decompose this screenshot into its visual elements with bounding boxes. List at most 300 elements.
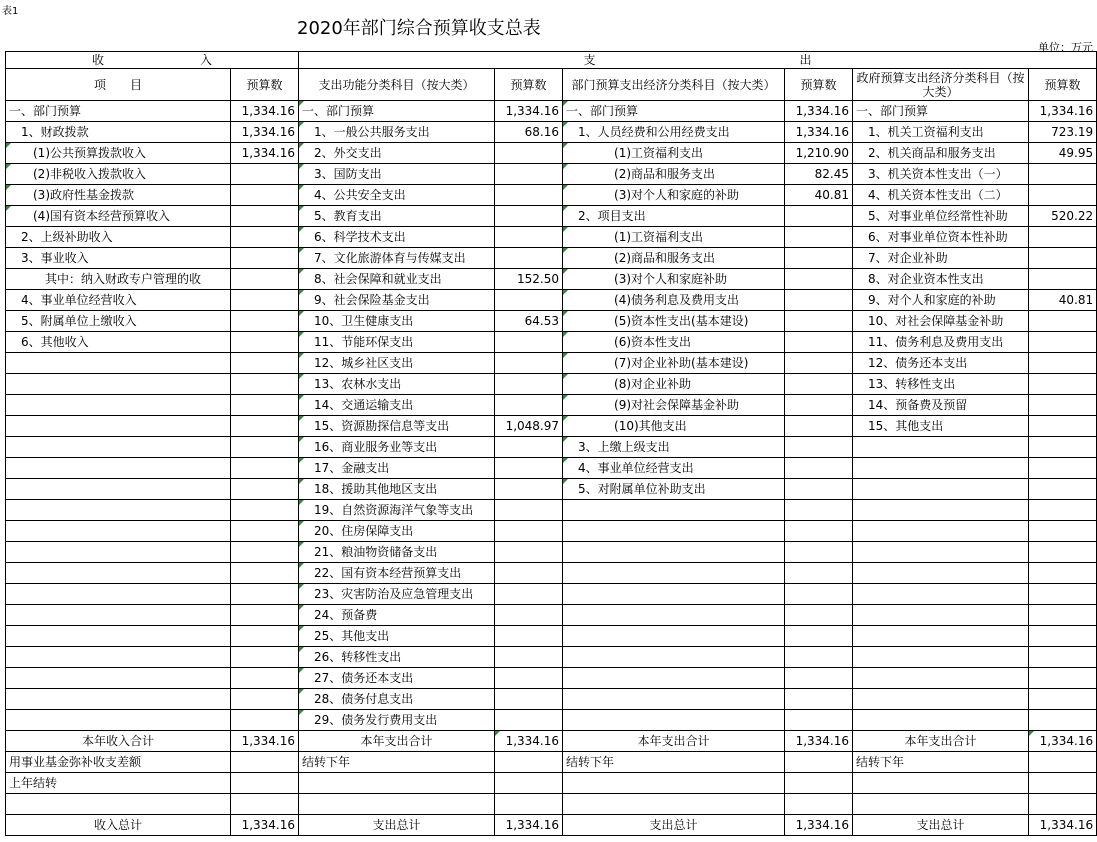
income-budget-cell: 1,334.16 [231,122,299,143]
income-budget-cell [231,710,299,731]
income-item-cell: 1、财政拨款 [6,122,231,143]
func-budget-cell [495,185,563,206]
dept-econ-budget-cell [785,626,853,647]
func-budget-cell [495,458,563,479]
income-item-cell: (4)国有资本经营预算收入 [6,206,231,227]
income-item-cell [6,437,231,458]
dept-econ-item-cell: (1)工资福利支出 [563,227,785,248]
func-item-cell: 1、一般公共服务支出 [299,122,495,143]
income-item-cell [6,689,231,710]
income-item-cell [6,416,231,437]
income-item-cell [6,542,231,563]
dept-econ-item-cell [563,542,785,563]
gov-econ-item-cell [853,626,1029,647]
dept-econ-item-cell: (2)商品和服务支出 [563,164,785,185]
income-budget-cell: 1,334.16 [231,101,299,122]
year-total-row [6,731,1097,752]
dept-econ-budget-cell [785,206,853,227]
unit-label: 单位：万元 [1038,41,1093,54]
income-budget-cell: 1,334.16 [231,143,299,164]
dept-econ-item-cell [563,584,785,605]
income-item-cell [6,479,231,500]
income-item-cell [6,668,231,689]
func-item-cell: 8、社会保障和就业支出 [299,269,495,290]
gov-econ-item-cell: 4、机关资本性支出（二） [853,185,1029,206]
func-item-cell: 29、债务发行费用支出 [299,710,495,731]
table-row [6,710,1097,731]
total-income-value: 1,334.16 [231,815,299,836]
income-item-cell: 一、部门预算 [6,101,231,122]
dept-econ-item-cell: 1、人员经费和公用经费支出 [563,122,785,143]
func-item-cell: 5、教育支出 [299,206,495,227]
gov-econ-budget-cell [1029,332,1097,353]
year-expense-value: 1,334.16 [1029,731,1097,752]
gov-econ-budget-cell [1029,311,1097,332]
dept-econ-budget-cell [785,248,853,269]
income-budget-cell [231,626,299,647]
gov-econ-item-cell [853,479,1029,500]
table-row [6,521,1097,542]
income-item-cell: 4、事业单位经营收入 [6,290,231,311]
income-budget-cell [231,185,299,206]
fund-label: 用事业基金弥补收支差额 [6,752,231,773]
dept-econ-item-cell [563,689,785,710]
gov-econ-item-cell [853,605,1029,626]
gov-econ-budget-cell [1029,500,1097,521]
gov-econ-budget-cell [1029,269,1097,290]
table-row [6,584,1097,605]
income-item-cell [6,374,231,395]
func-budget-cell [495,437,563,458]
table-row [6,227,1097,248]
table-row [6,311,1097,332]
dept-econ-item-cell: 2、项目支出 [563,206,785,227]
func-item-cell: 3、国防支出 [299,164,495,185]
total-expense-label: 支出总计 [299,815,495,836]
dept-econ-budget-cell [785,437,853,458]
table-row [6,500,1097,521]
table-row [6,164,1097,185]
gov-econ-budget-cell [1029,437,1097,458]
page-title: 2020年部门综合预算收支总表 [297,18,541,39]
income-item-cell [6,395,231,416]
budget-header: 预算数 [231,69,299,101]
dept-econ-budget-cell [785,689,853,710]
income-item-cell [6,500,231,521]
dept-econ-item-cell: 3、上缴上级支出 [563,437,785,458]
income-budget-cell [231,164,299,185]
gov-econ-item-cell [853,647,1029,668]
income-budget-cell [231,311,299,332]
table-row [6,101,1097,122]
income-budget-cell [231,353,299,374]
dept-econ-item-cell: 一、部门预算 [563,101,785,122]
func-budget-cell [495,248,563,269]
func-item-cell: 6、科学技术支出 [299,227,495,248]
income-item-cell [6,584,231,605]
dept-econ-item-cell [563,563,785,584]
gov-econ-budget-cell [1029,227,1097,248]
table-row [6,374,1097,395]
func-item-cell: 13、农林水支出 [299,374,495,395]
gov-econ-budget-cell [1029,458,1097,479]
total-expense-value: 1,334.16 [785,815,853,836]
gov-econ-budget-cell [1029,416,1097,437]
dept-econ-item-cell: (4)债务利息及费用支出 [563,290,785,311]
year-expense-label: 本年支出合计 [853,731,1029,752]
func-budget-cell [495,143,563,164]
dept-econ-budget-cell [785,395,853,416]
dept-econ-budget-cell [785,647,853,668]
income-budget-cell [231,332,299,353]
income-item-cell: 5、附属单位上缴收入 [6,311,231,332]
func-budget-cell: 152.50 [495,269,563,290]
dept-econ-item-cell: (8)对企业补助 [563,374,785,395]
table-row [6,605,1097,626]
gov-econ-budget-cell [1029,395,1097,416]
table-row [6,269,1097,290]
dept-econ-item-cell [563,710,785,731]
carry-label: 结转下年 [299,752,495,773]
table-row [6,626,1097,647]
dept-econ-budget-cell [785,458,853,479]
gov-econ-item-cell [853,710,1029,731]
func-item-cell: 21、粮油物资储备支出 [299,542,495,563]
dept-econ-class-header: 部门预算支出经济分类科目（按大类） [563,69,785,101]
year-income-value: 1,334.16 [231,731,299,752]
dept-econ-item-cell: (2)商品和服务支出 [563,248,785,269]
table-row [6,185,1097,206]
budget-header: 预算数 [495,69,563,101]
income-item-cell: (1)公共预算拨款收入 [6,143,231,164]
total-expense-value: 1,334.16 [1029,815,1097,836]
expense-header: 支 出 [299,52,1097,69]
func-budget-cell [495,584,563,605]
table-row [6,206,1097,227]
gov-econ-budget-cell [1029,605,1097,626]
table-row [6,332,1097,353]
income-budget-cell [231,416,299,437]
dept-econ-budget-cell [785,584,853,605]
year-expense-label: 本年支出合计 [299,731,495,752]
func-budget-cell [495,605,563,626]
total-expense-label: 支出总计 [853,815,1029,836]
dept-econ-budget-cell: 82.45 [785,164,853,185]
dept-econ-budget-cell: 1,334.16 [785,122,853,143]
gov-econ-budget-cell: 40.81 [1029,290,1097,311]
gov-econ-item-cell [853,437,1029,458]
func-item-cell: 17、金融支出 [299,458,495,479]
dept-econ-item-cell [563,668,785,689]
func-budget-cell: 64.53 [495,311,563,332]
carry-label: 结转下年 [853,752,1029,773]
gov-econ-budget-cell [1029,647,1097,668]
table-row [6,563,1097,584]
gov-econ-budget-cell [1029,563,1097,584]
func-budget-cell [495,647,563,668]
gov-econ-budget-cell [1029,710,1097,731]
dept-econ-budget-cell: 1,334.16 [785,101,853,122]
gov-econ-budget-cell [1029,584,1097,605]
func-item-cell: 7、文化旅游体育与传媒支出 [299,248,495,269]
table-row [6,290,1097,311]
func-item-cell: 28、债务付息支出 [299,689,495,710]
total-expense-value: 1,334.16 [495,815,563,836]
gov-econ-class-header: 政府预算支出经济分类科目（按大类） [853,69,1029,101]
gov-econ-item-cell [853,668,1029,689]
income-budget-cell [231,689,299,710]
dept-econ-item-cell: (3)对个人和家庭补助 [563,269,785,290]
func-item-cell: 14、交通运输支出 [299,395,495,416]
func-item-cell: 24、预备费 [299,605,495,626]
year-expense-label: 本年支出合计 [563,731,785,752]
item-header: 项 目 [6,69,231,101]
dept-econ-item-cell [563,500,785,521]
gov-econ-budget-cell [1029,542,1097,563]
income-budget-cell [231,605,299,626]
func-item-cell: 18、援助其他地区支出 [299,479,495,500]
dept-econ-item-cell [563,626,785,647]
dept-econ-budget-cell [785,227,853,248]
year-expense-value: 1,334.16 [495,731,563,752]
gov-econ-budget-cell [1029,248,1097,269]
income-item-cell: (2)非税收入拨款收入 [6,164,231,185]
gov-econ-item-cell [853,458,1029,479]
income-budget-cell [231,521,299,542]
income-item-cell: 2、上级补助收入 [6,227,231,248]
gov-econ-item-cell [853,521,1029,542]
gov-econ-item-cell [853,542,1029,563]
income-budget-cell [231,227,299,248]
dept-econ-item-cell: 4、事业单位经营支出 [563,458,785,479]
func-budget-cell [495,542,563,563]
income-budget-cell [231,374,299,395]
func-budget-cell [495,395,563,416]
dept-econ-budget-cell: 40.81 [785,185,853,206]
dept-econ-budget-cell [785,353,853,374]
header-row-columns [6,69,1097,101]
func-budget-cell [495,626,563,647]
income-item-cell [6,458,231,479]
func-budget-cell [495,374,563,395]
gov-econ-item-cell [853,563,1029,584]
income-item-cell [6,710,231,731]
func-budget-cell [495,500,563,521]
gov-econ-budget-cell [1029,668,1097,689]
income-budget-cell [231,542,299,563]
budget-summary-table [5,51,1097,836]
table-row [6,647,1097,668]
income-budget-cell [231,395,299,416]
func-item-cell: 26、转移性支出 [299,647,495,668]
gov-econ-item-cell [853,689,1029,710]
income-budget-cell [231,437,299,458]
func-budget-cell [495,668,563,689]
gov-econ-budget-cell: 520.22 [1029,206,1097,227]
income-item-cell [6,626,231,647]
func-item-cell: 20、住房保障支出 [299,521,495,542]
dept-econ-item-cell: (7)对企业补助(基本建设) [563,353,785,374]
gov-econ-budget-cell [1029,353,1097,374]
gov-econ-item-cell: 3、机关资本性支出（一） [853,164,1029,185]
dept-econ-budget-cell [785,416,853,437]
income-item-cell [6,521,231,542]
dept-econ-budget-cell [785,710,853,731]
gov-econ-item-cell [853,584,1029,605]
func-item-cell: 15、资源勘探信息等支出 [299,416,495,437]
fund-row [6,752,1097,773]
income-item-cell: 3、事业收入 [6,248,231,269]
gov-econ-item-cell: 1、机关工资福利支出 [853,122,1029,143]
gov-econ-budget-cell [1029,689,1097,710]
dept-econ-item-cell [563,605,785,626]
income-budget-cell [231,290,299,311]
income-item-cell [6,353,231,374]
func-budget-cell [495,290,563,311]
table-row [6,479,1097,500]
table-row [6,416,1097,437]
func-item-cell: 2、外交支出 [299,143,495,164]
gov-econ-budget-cell [1029,479,1097,500]
income-item-cell: 6、其他收入 [6,332,231,353]
table-number-label: 表1 [2,6,19,17]
table-row [6,122,1097,143]
income-budget-cell [231,206,299,227]
table-row [6,353,1097,374]
income-budget-cell [231,269,299,290]
gov-econ-item-cell: 2、机关商品和服务支出 [853,143,1029,164]
dept-econ-budget-cell [785,374,853,395]
gov-econ-item-cell: 一、部门预算 [853,101,1029,122]
dept-econ-budget-cell [785,311,853,332]
func-item-cell: 27、债务还本支出 [299,668,495,689]
gov-econ-item-cell: 7、对企业补助 [853,248,1029,269]
dept-econ-budget-cell [785,521,853,542]
gov-econ-budget-cell [1029,185,1097,206]
dept-econ-budget-cell [785,269,853,290]
func-item-cell: 一、部门预算 [299,101,495,122]
table-row [6,395,1097,416]
dept-econ-budget-cell: 1,210.90 [785,143,853,164]
dept-econ-item-cell [563,521,785,542]
func-item-cell: 12、城乡社区支出 [299,353,495,374]
dept-econ-item-cell: 5、对附属单位补助支出 [563,479,785,500]
total-expense-label: 支出总计 [563,815,785,836]
func-item-cell: 25、其他支出 [299,626,495,647]
dept-econ-budget-cell [785,605,853,626]
gov-econ-budget-cell: 49.95 [1029,143,1097,164]
table-row [6,689,1097,710]
func-item-cell: 11、节能环保支出 [299,332,495,353]
func-class-header: 支出功能分类科目（按大类） [299,69,495,101]
dept-econ-budget-cell [785,668,853,689]
dept-econ-item-cell: (10)其他支出 [563,416,785,437]
func-budget-cell: 1,334.16 [495,101,563,122]
grand-total-row [6,815,1097,836]
func-item-cell: 23、灾害防治及应急管理支出 [299,584,495,605]
func-budget-cell [495,332,563,353]
gov-econ-budget-cell [1029,521,1097,542]
total-income-label: 收入总计 [6,815,231,836]
func-item-cell: 9、社会保险基金支出 [299,290,495,311]
income-item-cell [6,605,231,626]
gov-econ-budget-cell [1029,164,1097,185]
func-budget-cell [495,710,563,731]
func-budget-cell [495,521,563,542]
gov-econ-item-cell [853,500,1029,521]
income-item-cell [6,647,231,668]
income-budget-cell [231,500,299,521]
table-row [6,248,1097,269]
gov-econ-item-cell: 5、对事业单位经常性补助 [853,206,1029,227]
table-row [6,458,1097,479]
income-budget-cell [231,458,299,479]
dept-econ-item-cell [563,647,785,668]
dept-econ-budget-cell [785,500,853,521]
gov-econ-item-cell: 15、其他支出 [853,416,1029,437]
table-row [6,143,1097,164]
income-header: 收 入 [6,52,299,69]
func-budget-cell [495,164,563,185]
budget-header: 预算数 [1029,69,1097,101]
dept-econ-budget-cell [785,479,853,500]
income-budget-cell [231,248,299,269]
gov-econ-item-cell: 6、对事业单位资本性补助 [853,227,1029,248]
func-budget-cell: 68.16 [495,122,563,143]
func-item-cell: 10、卫生健康支出 [299,311,495,332]
dept-econ-budget-cell [785,290,853,311]
income-budget-cell [231,584,299,605]
gov-econ-budget-cell: 1,334.16 [1029,101,1097,122]
income-item-cell [6,563,231,584]
gov-econ-item-cell: 10、对社会保障基金补助 [853,311,1029,332]
income-budget-cell [231,668,299,689]
func-budget-cell [495,563,563,584]
table-row [6,668,1097,689]
last-year-label: 上年结转 [6,773,231,794]
carry-label: 结转下年 [563,752,785,773]
dept-econ-item-cell: (1)工资福利支出 [563,143,785,164]
gov-econ-item-cell: 8、对企业资本性支出 [853,269,1029,290]
func-budget-cell [495,479,563,500]
gov-econ-item-cell: 13、转移性支出 [853,374,1029,395]
func-item-cell: 16、商业服务业等支出 [299,437,495,458]
income-item-cell: 其中：纳入财政专户管理的收 [6,269,231,290]
income-budget-cell [231,479,299,500]
gov-econ-budget-cell: 723.19 [1029,122,1097,143]
func-budget-cell [495,689,563,710]
income-budget-cell [231,647,299,668]
dept-econ-item-cell: (9)对社会保障基金补助 [563,395,785,416]
dept-econ-budget-cell [785,563,853,584]
budget-header: 预算数 [785,69,853,101]
func-budget-cell [495,353,563,374]
blank-row [6,794,1097,815]
dept-econ-budget-cell [785,332,853,353]
dept-econ-budget-cell [785,542,853,563]
gov-econ-budget-cell [1029,626,1097,647]
table-row [6,542,1097,563]
func-item-cell: 19、自然资源海洋气象等支出 [299,500,495,521]
func-item-cell: 4、公共安全支出 [299,185,495,206]
gov-econ-item-cell: 9、对个人和家庭的补助 [853,290,1029,311]
year-expense-value: 1,334.16 [785,731,853,752]
dept-econ-item-cell: (5)资本性支出(基本建设) [563,311,785,332]
gov-econ-item-cell: 12、债务还本支出 [853,353,1029,374]
header-row-group [6,52,1097,69]
func-item-cell: 22、国有资本经营预算支出 [299,563,495,584]
func-budget-cell [495,206,563,227]
